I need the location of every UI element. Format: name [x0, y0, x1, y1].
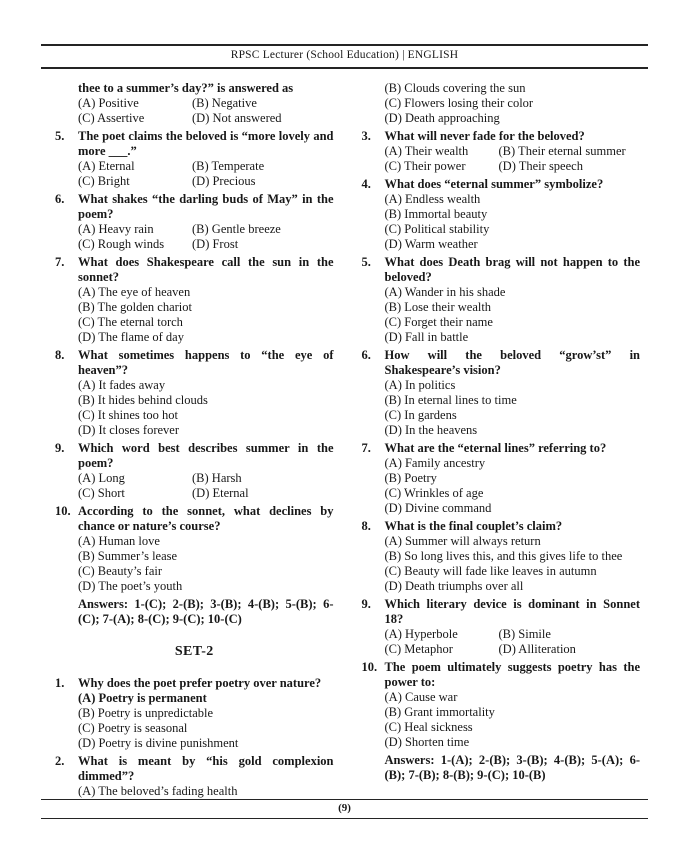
question-number: 10. [361, 659, 378, 674]
question-body [78, 129, 334, 189]
question-option: (B) Gentle breeze [192, 221, 281, 236]
set-heading: SET-2 [174, 643, 214, 659]
question-number: 1. [55, 675, 65, 690]
question-options [78, 534, 334, 594]
question-option: (B) Poetry [384, 470, 437, 485]
question-item [55, 81, 334, 126]
question-options [385, 690, 641, 750]
question-option: (A) The eye of heaven [78, 284, 191, 299]
question-number: 4. [361, 176, 371, 191]
question-options [78, 285, 334, 345]
question-item [362, 177, 641, 252]
question-option: (A) Poetry is permanent [78, 690, 207, 705]
question-option: (D) The poet’s youth [78, 578, 183, 593]
question-option: (B) Harsh [192, 470, 242, 485]
question-item [55, 348, 334, 438]
question-number: 7. [361, 440, 371, 455]
question-option: (B) Immortal beauty [384, 206, 488, 221]
question-item [362, 81, 641, 126]
question-body [385, 348, 641, 438]
question-stem: What does Death brag will not happen to the beloved? [384, 254, 640, 284]
question-option: (C) Short [78, 485, 125, 500]
question-option: (D) It closes forever [78, 422, 179, 437]
question-option: (D) Eternal [192, 485, 249, 500]
question-option: (C) Rough winds [78, 236, 165, 251]
question-option: (C) Flowers losing their color [384, 95, 534, 110]
question-item [362, 129, 641, 174]
question-body [78, 255, 334, 345]
question-options [385, 81, 641, 126]
question-stem: What will never fade for the beloved? [384, 128, 585, 143]
question-number [362, 81, 385, 126]
question-number [55, 81, 78, 126]
question-option: (D) Divine command [384, 500, 492, 515]
question-option: (C) Heal sickness [384, 719, 473, 734]
question-number: 9. [55, 440, 65, 455]
question-stem: Which literary device is dominant in Sonnet 18? [384, 596, 640, 626]
question-body [385, 519, 641, 594]
question-option: (B) Grant immortality [384, 704, 495, 719]
question-option: (B) Simile [498, 626, 551, 641]
question-option: (D) Fall in battle [384, 329, 469, 344]
question-options [385, 192, 641, 252]
question-option: (D) Death approaching [384, 110, 500, 125]
question-option: (A) It fades away [78, 377, 166, 392]
question-stem: Which word best describes summer in the poem? [78, 440, 334, 470]
question-option: (A) Cause war [384, 689, 458, 704]
question-options [78, 471, 334, 501]
question-option: (D) Their speech [498, 158, 583, 173]
column-right [362, 81, 641, 802]
question-stem: The poet claims the beloved is “more lovely and more ___.” [78, 128, 334, 158]
question-option: (A) In politics [384, 377, 456, 392]
question-option: (D) Not answered [192, 110, 282, 125]
question-number: 9. [361, 596, 371, 611]
question-options [385, 534, 641, 594]
question-options [385, 144, 641, 174]
question-number: 7. [55, 254, 65, 269]
question-number: 3. [361, 128, 371, 143]
question-number: 6. [361, 347, 371, 362]
question-option: (B) Summer’s lease [78, 548, 178, 563]
question-option: (A) Positive [78, 95, 139, 110]
question-number: 5. [55, 128, 65, 143]
question-options [385, 378, 641, 438]
question-body [385, 660, 641, 750]
question-option: (B) Their eternal summer [498, 143, 626, 158]
question-option: (C) Assertive [78, 110, 145, 125]
question-option: (B) Poetry is unpredictable [78, 705, 214, 720]
header-title: RPSC Lecturer (School Education) | ENGLISH [230, 49, 459, 61]
column-left [55, 81, 334, 802]
question-option: (D) Death triumphs over all [384, 578, 524, 593]
question-body [78, 676, 334, 751]
question-item [55, 676, 334, 751]
question-body [385, 255, 641, 345]
question-stem: What shakes “the darling buds of May” in the poem? [78, 191, 334, 221]
question-item [362, 519, 641, 594]
question-option: (B) Clouds covering the sun [384, 80, 526, 95]
question-options [385, 285, 641, 345]
question-option: (D) Alliteration [498, 641, 576, 656]
question-item [362, 441, 641, 516]
question-option: (A) Human love [78, 533, 160, 548]
question-options [78, 222, 334, 252]
question-body [78, 348, 334, 438]
question-option: (A) Their wealth [384, 143, 469, 158]
question-options [78, 691, 334, 751]
question-body [78, 81, 334, 126]
question-option: (A) Heavy rain [78, 221, 154, 236]
question-option: (A) Wander in his shade [384, 284, 506, 299]
question-item [55, 192, 334, 252]
question-body [78, 504, 334, 594]
question-option: (C) The eternal torch [78, 314, 183, 329]
question-number: 8. [361, 518, 371, 533]
page-header [41, 44, 648, 69]
question-item [362, 660, 641, 750]
question-option: (C) Beauty will fade like leaves in autumn [384, 563, 597, 578]
question-option: (D) In the heavens [384, 422, 478, 437]
question-option: (A) Family ancestry [384, 455, 486, 470]
question-option: (C) Forget their name [384, 314, 493, 329]
question-body [385, 177, 641, 252]
question-option: (C) In gardens [384, 407, 457, 422]
question-option: (B) It hides behind clouds [78, 392, 208, 407]
question-option: (C) Poetry is seasonal [78, 720, 188, 735]
answers-line: Answers: 1-(A); 2-(B); 3-(B); 4-(B); 5-(A); 6-(B); 7-(B); 8-(B); 9-(C); 10-(B) [384, 752, 640, 782]
question-option: (A) Endless wealth [384, 191, 481, 206]
question-option: (D) Precious [192, 173, 256, 188]
question-option: (D) The flame of day [78, 329, 184, 344]
question-body [78, 441, 334, 501]
question-stem: What is meant by “his gold complexion dimmed”? [78, 753, 334, 783]
question-option: (A) Summer will always return [384, 533, 541, 548]
question-item [55, 504, 334, 594]
question-stem: According to the sonnet, what declines by chance or nature’s course? [78, 503, 334, 533]
question-options [385, 456, 641, 516]
question-body [385, 441, 641, 516]
question-item [55, 129, 334, 189]
question-option: (A) Eternal [78, 158, 135, 173]
question-option: (D) Poetry is divine punishment [78, 735, 239, 750]
page-footer [41, 799, 648, 819]
question-option: (B) The golden chariot [78, 299, 192, 314]
question-option: (B) Lose their wealth [384, 299, 492, 314]
question-option: (C) Metaphor [384, 641, 453, 656]
question-options [78, 159, 334, 189]
question-stem: How will the beloved “grow’st” in Shakespeare’s vision? [384, 347, 640, 377]
question-option: (A) Long [78, 470, 125, 485]
question-stem: What does “eternal summer” symbolize? [384, 176, 604, 191]
question-item [362, 255, 641, 345]
question-item [362, 597, 641, 657]
question-body [385, 81, 641, 126]
question-options [385, 627, 641, 657]
question-option: (A) Hyperbole [384, 626, 458, 641]
question-options [78, 378, 334, 438]
page-number: (9) [338, 801, 351, 814]
question-option: (B) In eternal lines to time [384, 392, 517, 407]
question-number: 6. [55, 191, 65, 206]
question-option: (A) The beloved’s fading health [78, 783, 238, 798]
question-stem: What are the “eternal lines” referring to? [384, 440, 607, 455]
question-number: 10. [55, 503, 71, 518]
question-option: (C) Their power [384, 158, 466, 173]
question-body [385, 597, 641, 657]
question-body [78, 192, 334, 252]
question-option: (C) Wrinkles of age [384, 485, 484, 500]
question-option: (B) Negative [192, 95, 257, 110]
question-number: 5. [361, 254, 371, 269]
question-item [55, 255, 334, 345]
question-option: (B) So long lives this, and this gives life to thee [384, 548, 623, 563]
question-number: 2. [55, 753, 65, 768]
question-body [78, 754, 334, 799]
question-option: (D) Shorten time [384, 734, 470, 749]
answers-line: Answers: 1-(C); 2-(B); 3-(B); 4-(B); 5-(B); 6-(C); 7-(A); 8-(C); 9-(C); 10-(C) [78, 596, 334, 626]
question-option: (C) Beauty’s fair [78, 563, 163, 578]
question-options [78, 784, 334, 799]
question-option: (B) Temperate [192, 158, 265, 173]
question-item [55, 754, 334, 799]
question-body [385, 129, 641, 174]
question-options [78, 96, 334, 126]
question-item [55, 441, 334, 501]
question-stem: What is the final couplet’s claim? [384, 518, 563, 533]
question-option: (C) It shines too hot [78, 407, 178, 422]
question-stem: What does Shakespeare call the sun in the sonnet? [78, 254, 334, 284]
question-option: (D) Warm weather [384, 236, 478, 251]
question-item [362, 348, 641, 438]
question-stem: The poem ultimately suggests poetry has the power to: [384, 659, 640, 689]
content-area [55, 81, 640, 802]
question-option: (C) Bright [78, 173, 130, 188]
question-option: (D) Frost [192, 236, 239, 251]
question-stem: What sometimes happens to “the eye of heaven”? [78, 347, 334, 377]
question-number: 8. [55, 347, 65, 362]
question-stem: Why does the poet prefer poetry over nature? [78, 675, 322, 690]
question-option: (C) Political stability [384, 221, 490, 236]
question-stem: thee to a summer’s day?” is answered as [78, 80, 294, 95]
